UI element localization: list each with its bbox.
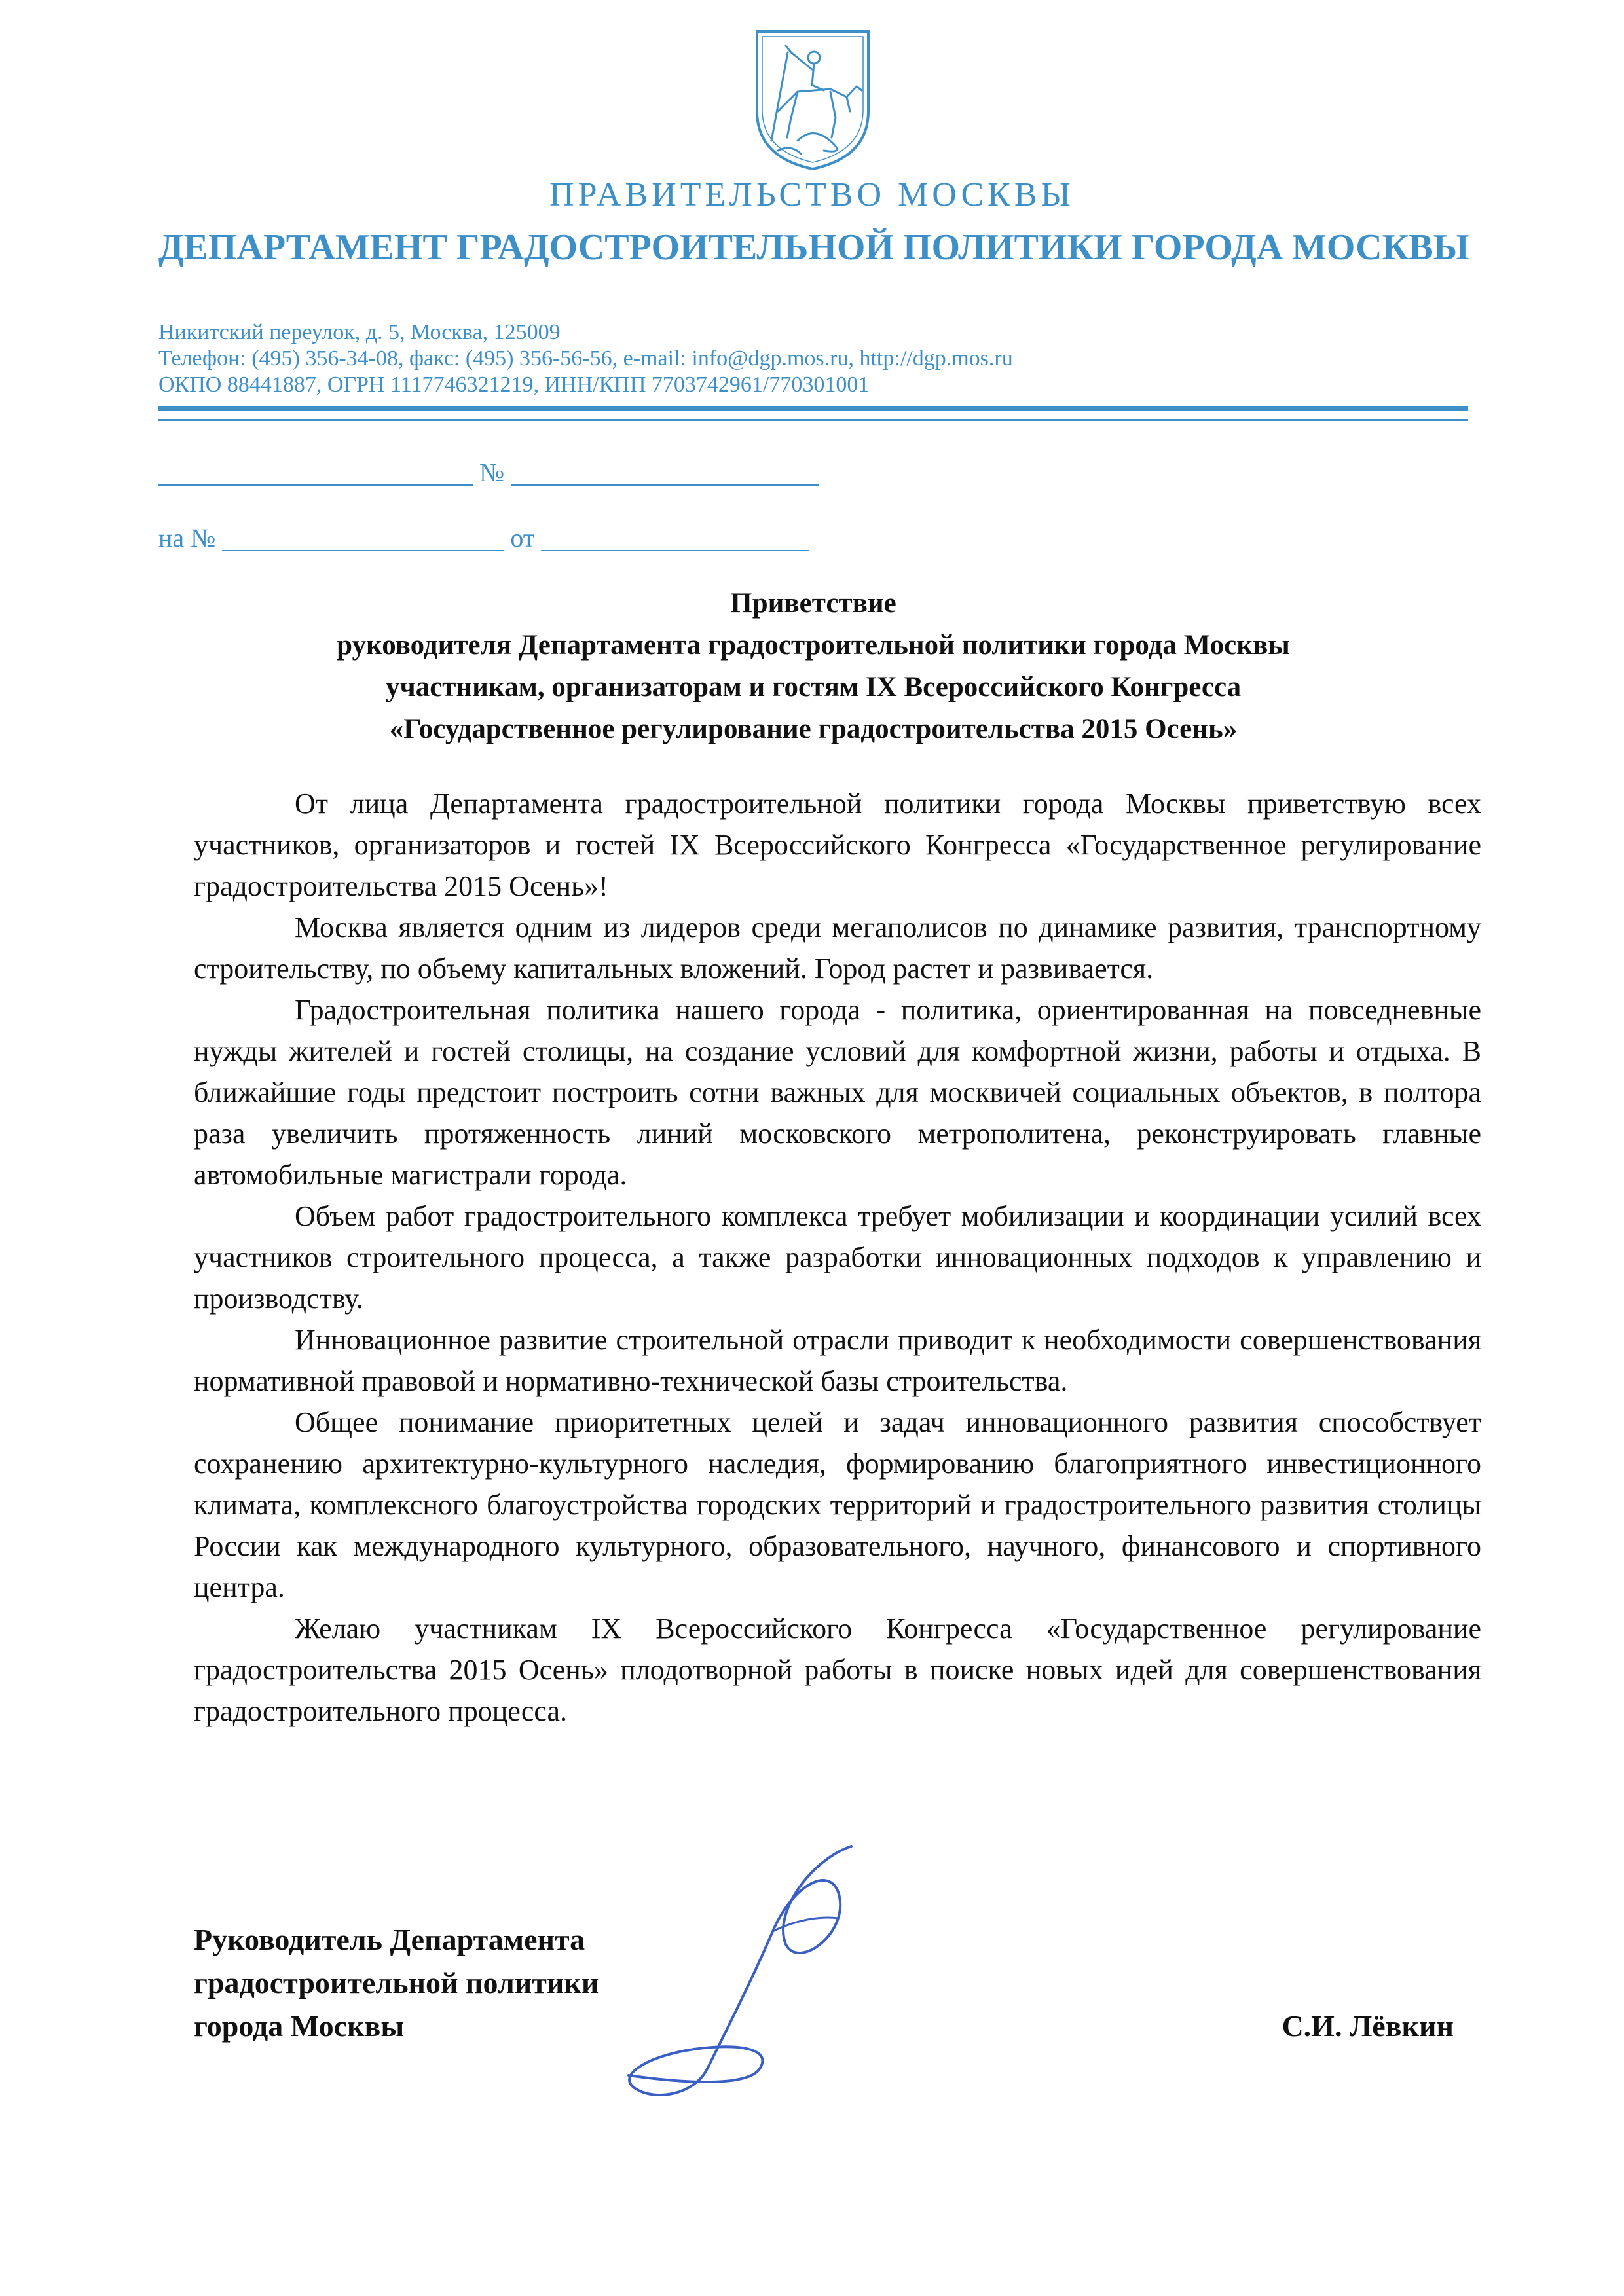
letterhead-contacts [158, 319, 1013, 398]
number-blank [511, 458, 819, 486]
signer-position-line: города Москвы [194, 2009, 405, 2043]
contact-details: Телефон: (495) 356-34-08, факс: (495) 356-56-56, e-mail: info@dgp.mos.ru, http://dgp.mos.ru [158, 346, 1013, 371]
government-title: ПРАВИТЕЛЬСТВО МОСКВЫ [549, 176, 1075, 213]
body-paragraph: Общее понимание приоритетных целей и задач инновационного развития способствует сохранению архитектурно-культурного наследия, формированию благоприятного инвестиционного климата, комплексного благоустройства городских территорий и градостроительного развития столицы России как международного культурного, образовательного, научного, финансового и спортивного центра. [194, 1406, 1481, 1603]
from-label: от [510, 523, 535, 553]
moscow-coat-of-arms-icon [752, 26, 874, 173]
signer-position-line: градостроительной политики [194, 1966, 599, 1999]
heading-line: участникам, организаторам и гостям IX Всероссийского Конгресса [385, 672, 1242, 702]
signer-name: С.И. Лёвкин [1282, 2009, 1454, 2043]
body-paragraph: От лица Департамента градостроительной политики города Москвы приветствую всех участников, организаторов и гостей IX Всероссийского Конгресса «Государственное регулирование градостроительства 2015 Осень»! [194, 788, 1481, 902]
outgoing-reference-line [158, 458, 819, 486]
letterhead-divider-thin [158, 419, 1468, 421]
letter-body [194, 783, 1481, 1732]
heading-line: «Государственное регулирование градостроительства 2015 Осень» [389, 714, 1238, 744]
signer-position-line: Руководитель Департамента [194, 1923, 585, 1956]
signer-position [194, 1918, 599, 2048]
department-title: ДЕПАРТАМЕНТ ГРАДОСТРОИТЕЛЬНОЙ ПОЛИТИКИ ГОРОДА МОСКВЫ [158, 227, 1469, 268]
in-reply-label: на № [158, 523, 216, 553]
incoming-reference-line [158, 524, 809, 551]
in-reply-number-blank [222, 524, 504, 551]
body-paragraph: Желаю участникам IX Всероссийского Конгресса «Государственное регулирование градостроительства 2015 Осень» плодотворной работы в поиске новых идей для совершенствования градостроительного процесса. [194, 1613, 1481, 1727]
handwritten-signature [576, 1833, 943, 2108]
number-label: № [479, 458, 505, 487]
body-paragraph: Объем работ градостроительного комплекса требует мобилизации и координации усилий всех участников строительного процесса, а также разработки инновационных подходов к управлению и производству. [194, 1200, 1481, 1315]
in-reply-date-blank [541, 524, 809, 551]
body-paragraph: Градостроительная политика нашего города - политика, ориентированная на повседневные нужды жителей и гостей столицы, на создание условий для комфортной жизни, работы и отдыха. В ближайшие годы предстоит построить сотни важных для москвичей социальных объектов, в полтора раза увеличить протяженность линий московского метрополитена, реконструировать главные автомобильные магистрали города. [194, 994, 1481, 1191]
address: Никитский переулок, д. 5, Москва, 125009 [158, 320, 561, 344]
body-paragraph: Москва является одним из лидеров среди мегаполисов по динамике развития, транспортному строительству, по объему капитальных вложений. Город растет и развивается. [194, 911, 1481, 985]
letterhead-divider-thick [158, 406, 1468, 411]
registration-codes: ОКПО 88441887, ОГРН 1117746321219, ИНН/КПП 7703742961/770301001 [158, 373, 870, 397]
heading-line: руководителя Департамента градостроительной политики города Москвы [337, 630, 1290, 661]
body-paragraph: Инновационное развитие строительной отрасли приводит к необходимости совершенствования нормативной правовой и нормативно-технической базы строительства. [194, 1324, 1481, 1397]
date-blank [158, 458, 473, 486]
heading-line: Приветствие [730, 588, 896, 619]
letter-heading [158, 583, 1468, 750]
